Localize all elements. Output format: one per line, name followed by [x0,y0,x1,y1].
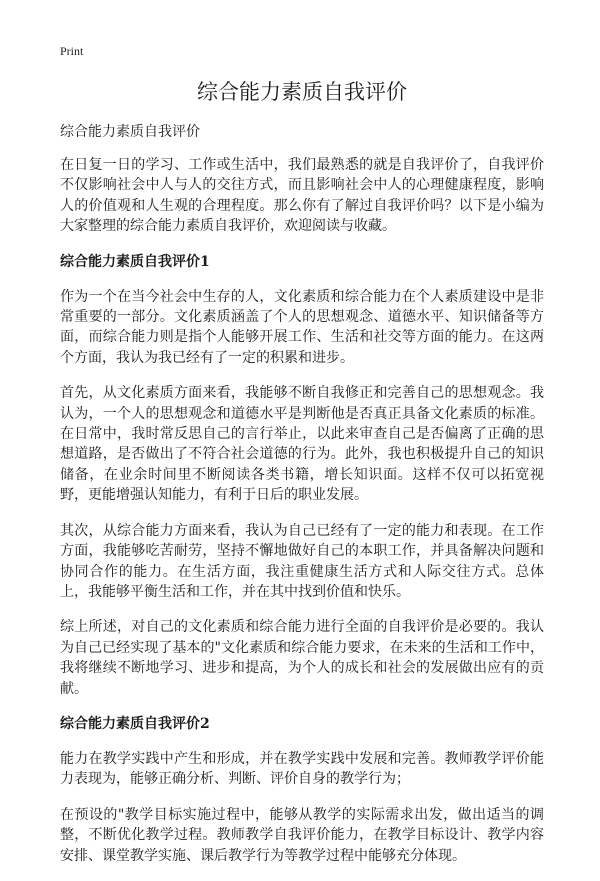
section-heading-2: 综合能力素质自我评价2 [60,715,210,732]
section-2-paragraph-2: 在预设的"教学目标实施过程中，能够从教学的实际需求出发，做出适当的调整，不断优化教学过程。教师教学自我评价能力，在教学目标设计、教学内容安排、课堂教学实施、课后教学行为等教学过程中能够充分体现。 [60,806,544,864]
document-subtitle: 综合能力素质自我评价 [60,124,200,140]
section-heading-1: 综合能力素质自我评价1 [60,253,210,270]
intro-paragraph: 在日复一日的学习、工作或生活中，我们最熟悉的就是自我评价了，自我评价不仅影响社会中人与人的交往方式，而且影响社会中人的心理健康程度，影响人的价值观和人生观的合理程度。那么你有了解过自我评价吗？以下是小编为大家整理的综合能力素质自我评价，欢迎阅读与收藏。 [60,157,544,235]
page-title: 综合能力素质自我评价 [197,80,407,104]
section-1-paragraph-3: 其次，从综合能力方面来看，我认为自己已经有了一定的能力和表现。在工作方面，我能够吃苦耐劳，坚持不懈地做好自己的本职工作，并具备解决问题和协同合作的能力。在生活方面，我注重健康生活方式和人际交往方式。总体上，我能够平衡生活和工作，并在其中找到价值和快乐。 [60,522,544,600]
document-body [60,78,544,881]
section-1-paragraph-2: 首先，从文化素质方面来看，我能够不断自我修正和完善自己的思想观念。我认为，一个人的思想观念和道德水平是判断他是否真正具备文化素质的标准。在日常中，我时常反思自己的言行举止，以此来审查自己是否偏离了正确的思想道路，是否做出了不符合社会道德的行为。此外，我也积极提升自己的知识储备，在业余时间里不断阅读各类书籍，增长知识面。这样不仅可以拓宽视野，更能增强认知能力，有利于日后的职业发展。 [60,385,544,504]
section-1-paragraph-1: 作为一个在当今社会中生存的人，文化素质和综合能力在个人素质建设中是非常重要的一部分。文化素质涵盖了个人的思想观念、道德水平、知识储备等方面，而综合能力则是指个人能够开展工作、生活和社交等方面的能力。在这两个方面，我认为我已经有了一定的积累和进步。 [60,288,544,366]
section-1-paragraph-4: 综上所述，对自己的文化素质和综合能力进行全面的自我评价是必要的。我认为自己已经实现了基本的"文化素质和综合能力要求，在未来的生活和工作中，我将继续不断地学习、进步和提高，为个人的成长和社会的发展做出应有的贡献。 [60,619,544,697]
print-link[interactable]: Print [60,44,84,58]
section-2-paragraph-1: 能力在教学实践中产生和形成，并在教学实践中发展和完善。教师教学评价能力表现为，能够正确分析、判断、评价自身的教学行为； [60,750,544,788]
